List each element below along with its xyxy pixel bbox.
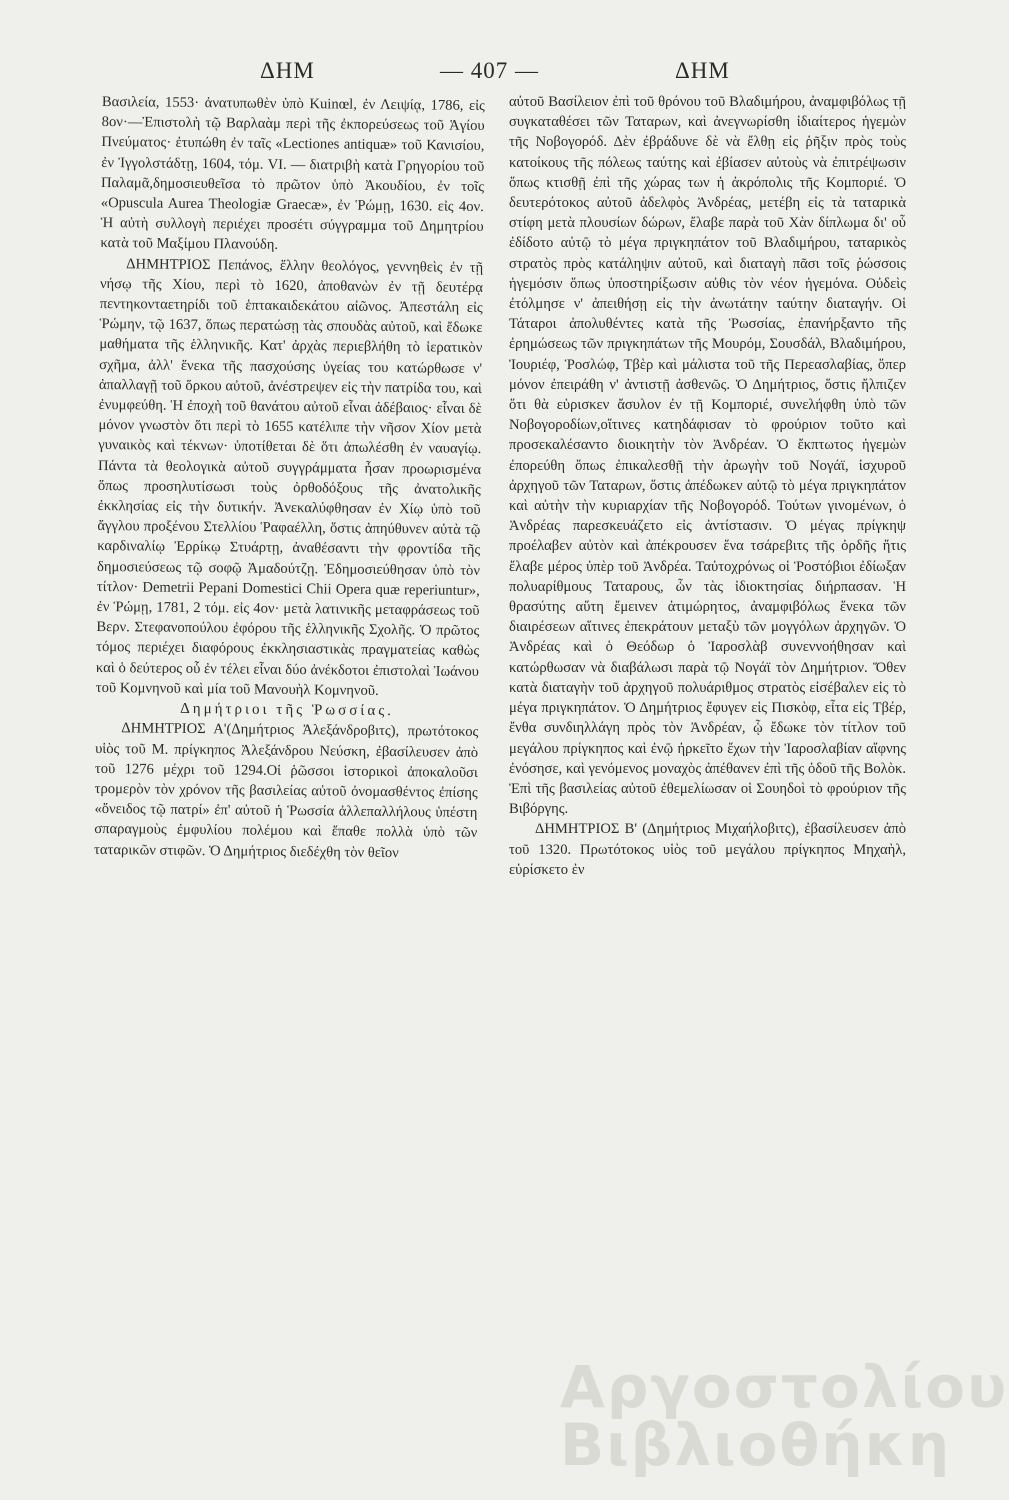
right-column	[509, 92, 906, 880]
header-right-keyword: ΔΗΜ	[675, 58, 730, 83]
paragraph-continued-right: αὐτοῦ Βασίλειον ἐπὶ τοῦ θρόνου τοῦ Βλαδιμήρου, ἀναμφιβόλως τῇ συγκαταθέσει τῶν Ταταρων, καὶ ἀνεγνωρίσθη ἰδιαίτερος ἡγεμὼν τῆς Νοβογορόδ. Δὲν ἐβράδυνε δὲ νὰ ἔλθῃ εἰς ῥῆξιν πρὸς τοὺς κατοίκους τῆς πόλεως ταύτης καὶ ἐβίασεν αὐτοὺς νὰ ἐπιτρέψωσιν ὅπως κτισθῇ ἐπὶ τῆς χώρας των ἡ ἀκρόπολις τῆς Κομποριέ. Ὁ δευτερότοκος αὐτοῦ ἀδελφὸς Ἀνδρέας, μετέβη εἰς τὰ ταταρικὰ στίφη μετὰ πλουσίων δώρων, ἔλαβε παρὰ τοῦ Χὰν δίπλωμα δι' οὗ ἐδίδοτο αὐτῷ τὸ μέγα πριγκηπάτον τοῦ Βλαδιμήρου, ταταρικὸς στρατὸς πρὸς κατάληψιν αὐτοῦ, καὶ διαταγὴ πᾶσι τοῖς ῥώσσοις ἡγεμόσιν ὅπως ὑποστηρίξωσιν αὐθις τὸν νέον ἡγεμόνα. Οὐδεὶς ἐτόλμησε ν' ἀπειθήσῃ εἰς τὴν ἀνωτάτην ταύτην διαταγήν. Οἱ Τάταροι ἀπολυθέντες κατὰ τῆς Ῥωσσίας, ἐπανήρξαντο τῆς ἐρημώσεως τῶν πριγκηπάτων τῆς Μουρόμ, Σουσδάλ, Βλαδιμήρου, Ἰουριέφ, Ῥοσλώφ, Τβὲρ καὶ μάλιστα τοῦ τῆς Περεασλαβίας, ὅπερ μόνον ἐπειράθη ν' ἀντιστῇ ἀσθενῶς. Ὁ Δημήτριος, ὅστις ἤλπιζεν ὅτι θὰ εὑρισκεν ἄσυλον ἐν τῇ Κομποριέ, συνελήφθη ὑπὸ τῶν Νοβογοροδίων,οἵτινες κατηδάφισαν τὸ φρούριον τοῦτο καὶ προσεκαλέσαντο διοικητὴν τὸν Ἀνδρέαν. Ὁ ἔκπτωτος ἡγεμὼν ἐπορεύθη ὅπως ἐπικαλεσθῇ τὴν ἀρωγὴν τοῦ Νογάϊ, ἰσχυροῦ ἀρχηγοῦ τῶν Ταταρων, ὅστις ἀπέδωκεν αὐτῷ τὸ μέγα πριγκηπάτον καὶ αὐτὴν τὴν κυριαρχίαν τῆς Νοβογορόδ. Τούτων γινομένων, ὁ Ἀνδρέας παρεσκευάζετο εἰς ἀντίστασιν. Ὁ μέγας πρίγκηψ προέλαβεν αὐτὸν καὶ ἀπέκρουσεν ἕνα τσάρεβιτς τῆς ὀρδῆς ἥτις ἔλαβε μέρος ὑπὲρ τοῦ Ἀνδρέα. Ταὐτοχρόνως οἱ Ῥοστόβιοι ἐδίωξαν πολυαρίθμους Ταταρους, ὧν τὰς ἰδιοκτησίας διήρπασαν. Ἡ θρασύτης αὕτη ἔμεινεν ἀτιμώρητος, ἀναμφιβόλως ἕνεκα τῶν διαιρέσεων αἵτινες ἐπεκράτουν μεταξὺ τῶν μογγόλων ἀρχηγῶν. Ὁ Ἀνδρέας καὶ ὁ Θεόδωρ ὁ Ἰαροσλὰβ συνεννοήθησαν καὶ κατώρθωσαν νὰ διαβάλωσι παρὰ τῷ Νογάϊ τὸν Δημήτριον. Ὅθεν κατὰ διαταγὴν τοῦ ἀρχηγοῦ πολυάριθμος στρατὸς εἰσέβαλεν εἰς τὸ μέγα πριγκηπάτον. Ὁ Δημήτριος ἔφυγεν εἰς Πισκὸφ, εἶτα εἰς Τβέρ, ἔνθα συνδιηλλάγη πρὸς τὸν Ἀνδρέαν, ᾧ ἔδωκε τὸν τίτλον τοῦ μεγάλου πρίγκηπος καὶ ἐνῷ ἠρκεῖτο ἔχων τὴν Ἰαροσλαβίαν αἴφνης ἐνόσησε, καὶ γενόμενος μοναχὸς ἀπέθανεν ἐπὶ τῆς ὁδοῦ τῆς Βολὸκ. Ἐπὶ τῆς βασιλείας αὐτοῦ ἐθεμελίωσαν οἱ Σουηδοὶ τὸ φρούριον τῆς Βιβόργης.	[509, 94, 906, 818]
page-number: — 407 —	[440, 58, 539, 83]
entry-demetrios-b: ΔΗΜΗΤΡΙΟΣ Β' (Δημήτριος Μιχαήλοβιτς), ἐβασίλευσεν ἀπὸ τοῦ 1320. Πρωτότοκος υἱὸς τοῦ μεγάλου πρίγκηπος Μηχαὴλ, εὑρίσκετο ἐν	[509, 821, 906, 878]
paragraph-continued: Βασιλεία, 1553· ἀνατυπωθὲν ὑπὸ Kuinœl, ἐν Λειψίᾳ, 1786, εἰς 8ον·—Ἐπιστολὴ τῷ Βαρλαὰμ περὶ τῆς ἐκπορεύσεως τοῦ Ἁγίου Πνεύματος· ἐτυπώθη ἐν ταῖς «Lectiones antiquæ» τοῦ Κανισίου, ἐν Ἰγγολστάδτῃ, 1604, τόμ. VI. — διατριβὴ κατὰ Γρηγορίου τοῦ Παλαμᾶ,δημοσιευθεῖσα τὸ πρῶτον ὑπὸ Ἀκουδίου, ἐν τοῖς «Opuscula Aurea Theologiæ Graecæ», ἐν Ῥώμῃ, 1630. εἰς 4ον. Ἡ αὐτὴ συλλογὴ περιέχει προσέτι σύγγραμμα τοῦ Δημητρίου κατὰ τοῦ Μαξίμου Πλανούδη.	[100, 93, 485, 254]
running-header	[110, 58, 920, 92]
entry-demetrios-a: ΔΗΜΗΤΡΙΟΣ Α'(Δημήτριος Ἀλεξάνδροβιτς), πρωτότοκος υἱὸς τοῦ Μ. πρίγκηπος Ἀλεξάνδρου Νεύσκη, ἐβασίλευσεν ἀπὸ τοῦ 1276 μέχρι τοῦ 1294.Οἱ ῥῶσσοι ἱστορικοὶ ἀποκαλοῦσι τρομερὸν τὸν χρόνον τῆς βασιλείας αὐτοῦ ὀνομασθέντος ἐπίσης «ὄνειδος τῷ πατρί» ἐπ' αὐτοῦ ἡ Ῥωσσία ἀλλεπαλλήλους ὑπέστη σπαραγμοὺς ἐμφυλίου πολέμου καὶ ἔπαθε πολλὰ ὑπὸ τῶν ταταρικῶν στιφῶν. Ὁ Δημήτριος διεδέχθη τὸν θεῖον	[93, 720, 479, 861]
library-watermark	[560, 1353, 1009, 1479]
header-left-keyword: ΔΗΜ	[260, 58, 315, 83]
watermark-text: Αργοστολίου Βιβλιοθήκη	[560, 1353, 1009, 1479]
section-heading: Δημήτριοι τῆς Ῥωσσίας.	[180, 700, 395, 720]
entry-demetrios-pepanos: ΔΗΜΗΤΡΙΟΣ Πεπάνος, ἕλλην θεολόγος, γεννηθεὶς ἐν τῇ νήσῳ τῆς Χίου, περὶ τὸ 1620, ἀποθανὼν ἐν τῇ δευτέρᾳ πεντηκονταετηρίδι τοῦ ἑπτακαιδεκάτου αἰῶνος. Ἀπεστάλη εἰς Ῥώμην, τῷ 1637, ὅπως περατώσῃ τὰς σπουδὰς αὐτοῦ, καὶ ἔδωκε μαθήματα τῆς ἑλληνικῆς. Κατ' ἀρχὰς περιεβλήθη τὸ ἱερατικὸν σχῆμα, ἀλλ' ἕνεκα τῆς πασχούσης ὑγείας του κατώρθωσε ν' ἀπαλλαγῇ τοῦ ὅρκου αὐτοῦ, ἀνέστρεψεν εἰς τὴν πατρίδα του, καὶ ἐνυμφεύθη. Ἡ ἐποχὴ τοῦ θανάτου αὐτοῦ εἶναι ἀδέβαιος· εἶναι δὲ μόνον γνωστὸν ὅτι περὶ τὸ 1655 κατέλιπε τὴν νῆσον Χίον μετὰ γυναικὸς καὶ τέκνων· ὑποτίθεται δὲ ὅτι ἀπωλέσθη ἐν ναυαγίῳ. Πάντα τὰ θεολογικὰ αὐτοῦ συγγράμματα ἦσαν προωρισμένα ὅπως προσηλυτίσωσι τοὺς ὀρθοδόξους τῆς ἀνατολικῆς ἐκκλησίας εἰς τὴν δυτικήν. Ἀνεκαλύφθησαν ἐν Χίῳ ὑπὸ τοῦ ἄγγλου προξένου Στελλίου Ῥαφαέλλη, ὅστις ἀπηύθυνεν αὐτὰ τῷ καρδιναλίῳ Ἐρρίκῳ Στυάρτῃ, ἀναθέσαντι τὴν φροντίδα τῆς δημοσιεύσεως τῷ σοφῷ Ἀμαδούτζῃ. Ἐδημοσιεύθησαν ὑπὸ τὸν τίτλον· Demetrii Pepani Domestici Chii Opera quæ reperiuntur», ἐν Ῥώμῃ, 1781, 2 τόμ. εἰς 4ον· μετὰ λατινικῆς μεταφράσεως τοῦ Βερν. Στεφανοπούλου ἐφόρου τῆς ἑλληνικῆς Σχολῆς. Ὁ πρῶτος τόμος περιέχει διαφόρους ἐκκλησιαστικὰς πραγματείας καθὼς καὶ ὁ δεύτερος οὗ ἐν τέλει εἶναι δύο ἀνέκδοτοι ἐπιστολαὶ Ἰωάνου τοῦ Κομνηνοῦ καὶ μία τοῦ Μανουὴλ Κομνηνοῦ.	[95, 255, 484, 699]
left-column	[94, 92, 485, 864]
